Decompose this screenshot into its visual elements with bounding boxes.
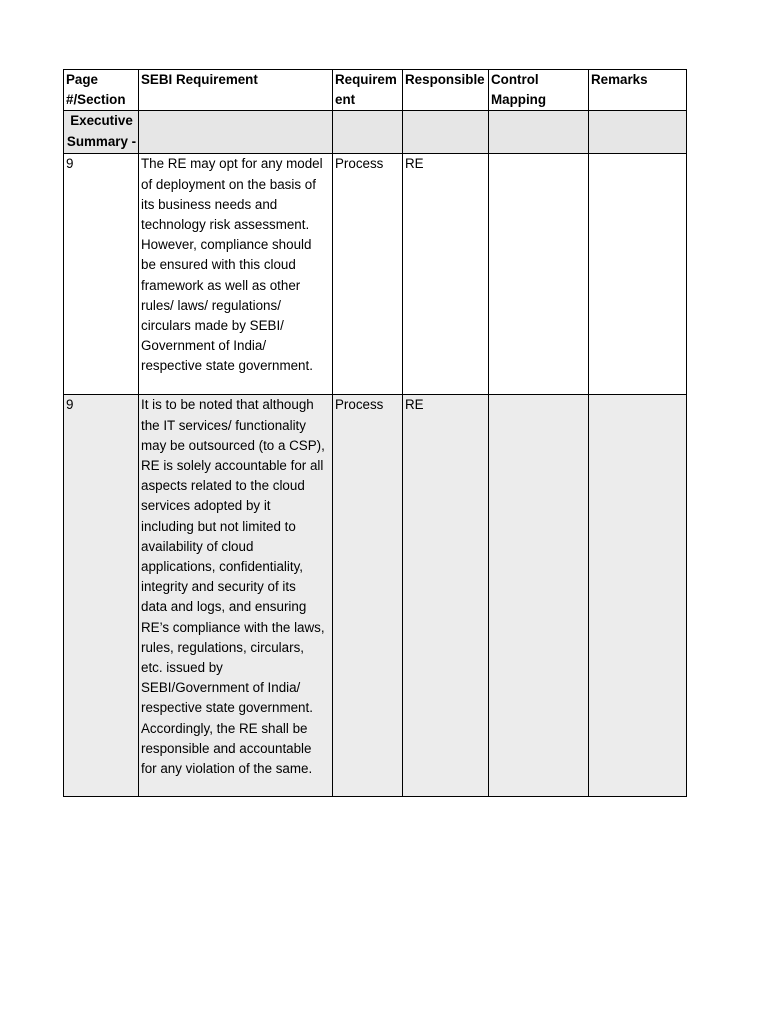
- section-cell: [589, 111, 687, 154]
- remarks-cell: [589, 395, 687, 797]
- header-sebi-requirement: SEBI Requirement: [139, 70, 333, 111]
- section-label: Executive Summary -: [64, 111, 139, 154]
- requirement-cell: It is to be noted that although the IT services/ functionality may be outsourced (to a CSP), RE is solely accountable for all aspects related to the cloud services adopted by it including but not limited to availability of cloud applications, confidentiality, integrity and security of its data and logs, and ensuring RE’s compliance with the laws, rules, regulations, circulars, etc. issued by SEBI/Government of India/ respective state government. Accordingly, the RE shall be responsible and accountable for any violation of the same.: [139, 395, 333, 797]
- responsible-cell: RE: [403, 154, 489, 395]
- control-mapping-cell: [489, 395, 589, 797]
- header-requirement-type: Requirem ent: [333, 70, 403, 111]
- header-control-mapping: Control Mapping: [489, 70, 589, 111]
- section-cell: [139, 111, 333, 154]
- section-cell: [403, 111, 489, 154]
- compliance-table: [63, 69, 687, 797]
- header-remarks: Remarks: [589, 70, 687, 111]
- section-row: [64, 111, 687, 154]
- header-row: [64, 70, 687, 111]
- control-mapping-cell: [489, 154, 589, 395]
- page-cell: 9: [64, 154, 139, 395]
- header-page-section: Page #/Section: [64, 70, 139, 111]
- compliance-table-container: [63, 69, 687, 797]
- header-responsible: Responsible: [403, 70, 489, 111]
- table-row: [64, 154, 687, 395]
- requirement-cell: The RE may opt for any model of deployment on the basis of its business needs and technology risk assessment. However, compliance should be ensured with this cloud framework as well as other rules/ laws/ regulations/ circulars made by SEBI/ Government of India/ respective state government.: [139, 154, 333, 395]
- section-cell: [489, 111, 589, 154]
- table-row: [64, 395, 687, 797]
- page-cell: 9: [64, 395, 139, 797]
- remarks-cell: [589, 154, 687, 395]
- requirement-type-cell: Process: [333, 395, 403, 797]
- requirement-type-cell: Process: [333, 154, 403, 395]
- responsible-cell: RE: [403, 395, 489, 797]
- section-cell: [333, 111, 403, 154]
